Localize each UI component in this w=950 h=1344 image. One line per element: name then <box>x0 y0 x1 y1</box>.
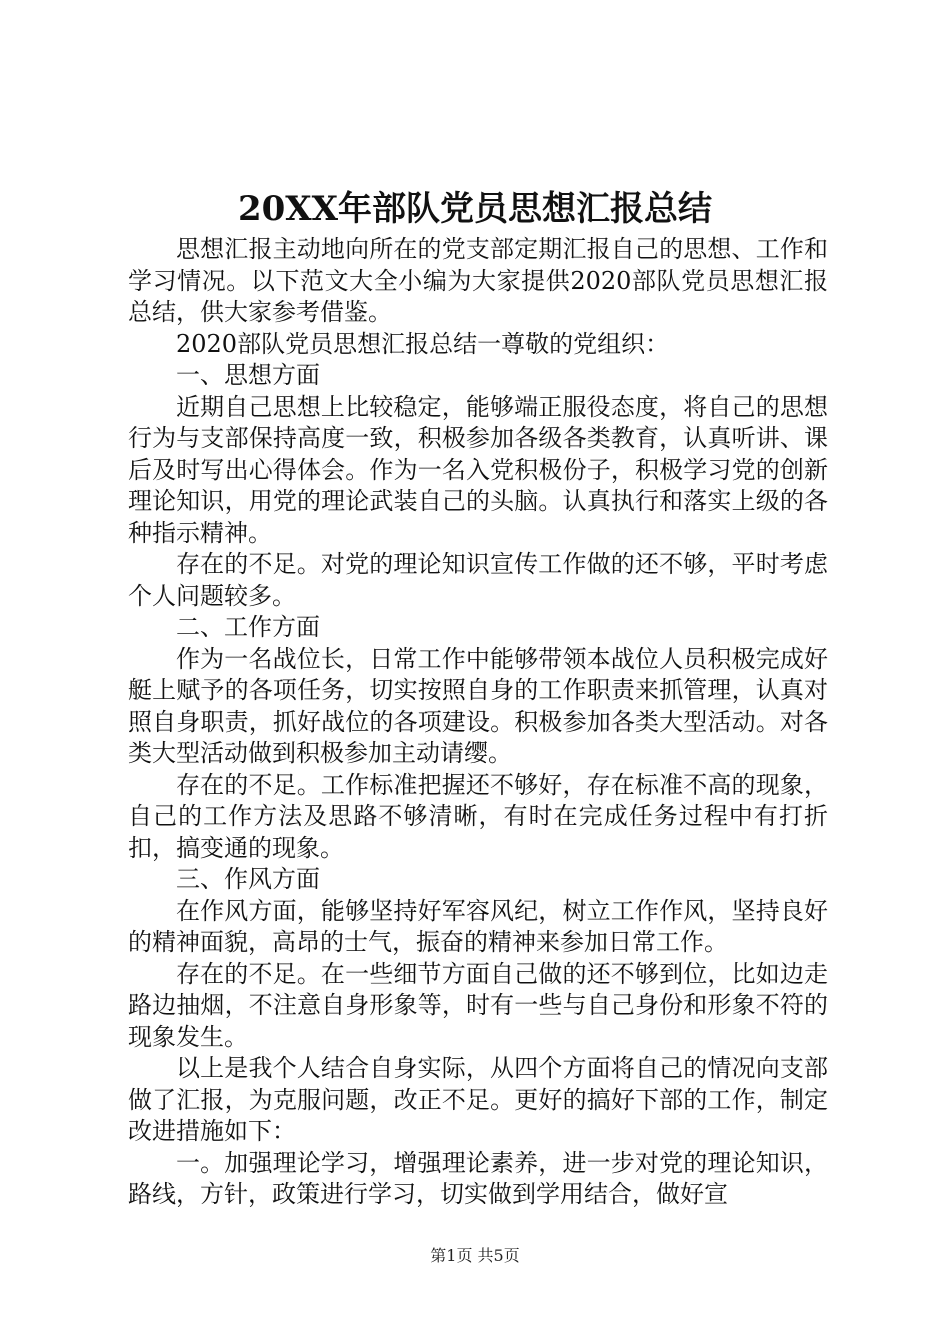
paragraph-thought-shortcoming: 存在的不足。对党的理论知识宣传工作做的还不够，平时考虑个人问题较多。 <box>128 550 828 610</box>
paragraph-salutation: 2020部队党员思想汇报总结一尊敬的党组织： <box>176 329 670 358</box>
paragraph-style-shortcoming: 存在的不足。在一些细节方面自己做的还不够到位，比如边走路边抽烟，不注意自身形象等，时有一些与自己身份和形象不符的现象发生。 <box>128 959 828 1051</box>
paragraph-style: 在作风方面，能够坚持好军容风纪，树立工作作风，坚持良好的精神面貌，高昂的士气，振奋的精神来参加日常工作。 <box>128 896 828 956</box>
paragraph-work-shortcoming: 存在的不足。工作标准把握还不够好，存在标准不高的现象，自己的工作方法及思路不够清晰，有时在完成任务过程中有打折扣，搞变通的现象。 <box>128 770 828 862</box>
page-footer: 第1页 共5页 <box>430 1246 520 1265</box>
paragraph-thought: 近期自己思想上比较稳定，能够端正服役态度，将自己的思想行为与支部保持高度一致，积极参加各级各类教育，认真听讲、课后及时写出心得体会。作为一名入党积极份子，积极学习党的创新理论知识，用党的理论武装自己的头脑。认真执行和落实上级的各种指示精神。 <box>128 392 828 547</box>
section-heading-thought: 一、思想方面 <box>176 361 320 389</box>
document-title: 20XX年部队党员思想汇报总结 <box>237 189 713 229</box>
paragraph-summary: 以上是我个人结合自身实际，从四个方面将自己的情况向支部做了汇报，为克服问题，改正不足。更好的搞好下部的工作，制定改进措施如下： <box>128 1054 828 1145</box>
paragraph-measure-1: 一。加强理论学习，增强理论素养，进一步对党的理论知识，路线，方针，政策进行学习，切实做到学用结合，做好宣 <box>128 1148 828 1208</box>
section-heading-work: 二、工作方面 <box>176 613 320 641</box>
paragraph-work: 作为一名战位长，日常工作中能够带领本战位人员积极完成好艇上赋予的各项任务，切实按照自身的工作职责来抓管理，认真对照自身职责，抓好战位的各项建设。积极参加各类大型活动。对各类大型活动做到积极参加主动请缨。 <box>128 644 828 767</box>
document-body <box>128 234 828 1211</box>
paragraph-intro: 思想汇报主动地向所在的党支部定期汇报自己的思想、工作和学习情况。以下范文大全小编为大家提供2020部队党员思想汇报总结，供大家参考借鉴。 <box>128 235 828 326</box>
section-heading-style: 三、作风方面 <box>176 865 320 893</box>
